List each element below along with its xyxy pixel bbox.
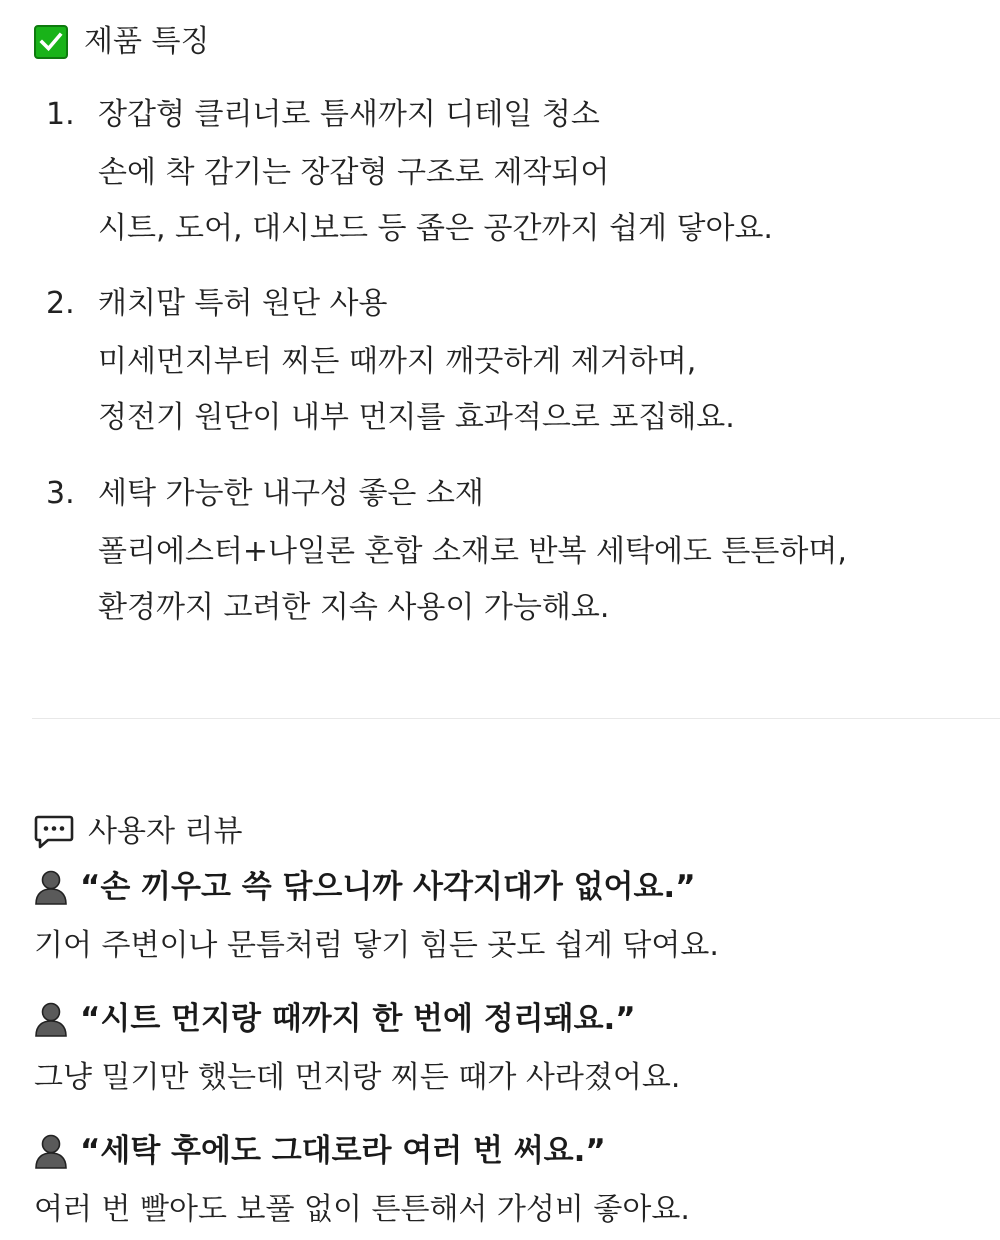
features-title [34,24,209,60]
person-icon [34,1001,68,1037]
review-body-1: 기어 주변이나 문틈처럼 닿기 힘든 곳도 쉽게 닦여요. [34,928,719,963]
speech-bubble-icon [34,814,74,850]
review-quote-text: “세탁 후에도 그대로라 여러 번 써요.” [80,1133,606,1169]
feature-line: 미세먼지부터 찌든 때까지 깨끗하게 제거하며, [98,344,697,379]
check-mark-button-icon [34,25,68,59]
features-title-text: 제품 특징 [84,24,210,59]
review-quote-text: “손 끼우고 쓱 닦으니까 사각지대가 없어요.” [80,869,696,905]
reviews-title [34,814,242,850]
feature-line: 시트, 도어, 대시보드 등 좁은 공간까지 쉽게 닿아요. [98,211,773,246]
feature-line: 환경까지 고려한 지속 사용이 가능해요. [98,590,610,625]
person-icon [34,869,68,905]
feature-line: 폴리에스터+나일론 혼합 소재로 반복 세탁에도 튼튼하며, [98,534,847,569]
feature-number: 3. [46,476,75,511]
review-quote-1 [34,868,696,906]
feature-line: 정전기 원단이 내부 먼지를 효과적으로 포집해요. [98,400,735,435]
review-quote-3 [34,1132,606,1170]
feature-heading: 캐치맙 특허 원단 사용 [98,286,388,321]
feature-line: 손에 착 감기는 장갑형 구조로 제작되어 [98,155,610,190]
feature-number: 1. [46,97,75,132]
feature-heading: 세탁 가능한 내구성 좋은 소재 [98,476,484,511]
review-quote-2 [34,1000,636,1038]
feature-heading: 장갑형 클리너로 틈새까지 디테일 청소 [98,97,600,132]
review-body-2: 그냥 밀기만 했는데 먼지랑 찌든 때가 사라졌어요. [34,1060,681,1095]
review-body-3: 여러 번 빨아도 보풀 없이 튼튼해서 가성비 좋아요. [34,1192,690,1227]
person-icon [34,1133,68,1169]
feature-number: 2. [46,286,75,321]
review-quote-text: “시트 먼지랑 때까지 한 번에 정리돼요.” [80,1001,636,1037]
reviews-title-text: 사용자 리뷰 [88,814,243,849]
section-divider [32,718,1000,719]
